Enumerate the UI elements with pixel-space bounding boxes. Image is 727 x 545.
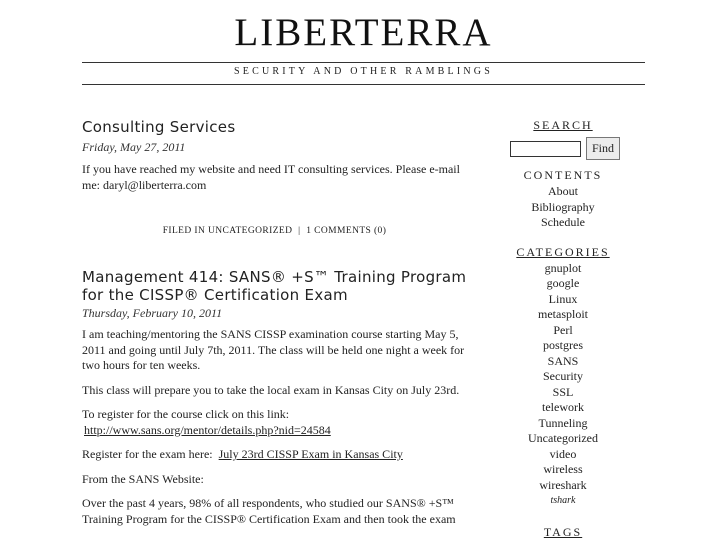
meta-separator: | [298,226,301,236]
category-link-telework[interactable]: telework [542,400,584,414]
search-heading: SEARCH [533,118,593,132]
post-meta [82,226,467,236]
sans-mentor-link[interactable]: http://www.sans.org/mentor/details.php?nid=24584 [84,422,331,437]
search-form [505,137,621,161]
post-paragraph: This class will prepare you to take the local exam in Kansas City on July 23rd. [82,382,460,397]
post-title[interactable]: Management 414: SANS® +S™ Training Program for the CISSP® Certification Exam [82,268,467,304]
post-date: Thursday, February 10, 2011 [82,306,223,320]
category-link-linux[interactable]: Linux [548,291,578,306]
header-divider-bottom [82,84,645,85]
search-input[interactable] [510,141,581,157]
post-consulting-services [82,118,467,236]
tags-heading: TAGS [543,524,583,539]
category-link-sans[interactable]: SANS [547,353,579,368]
post-paragraph [82,447,467,463]
category-link-security[interactable]: Security [543,369,583,383]
cissp-exam-link[interactable]: July 23rd CISSP Exam in Kansas City [218,447,403,461]
contents-link-schedule[interactable]: Schedule [541,215,585,229]
post-date: Friday, May 27, 2011 [82,140,186,154]
category-link-video[interactable]: video [549,446,577,461]
post-management-414 [82,268,467,527]
filed-in-label: FILED IN [162,226,206,236]
category-link[interactable]: UNCATEGORIZED [208,226,293,236]
comments-link[interactable]: 1 COMMENTS (0) [306,226,387,236]
site-title[interactable]: LIBERTERRA [234,11,493,54]
categories-heading: CATEGORIES [516,244,610,259]
category-link-gnuplot[interactable]: gnuplot [544,260,582,275]
contents-heading: CONTENTS [523,168,603,182]
register-exam-text: Register for the exam here: [82,447,213,461]
category-link-wireless[interactable]: wireless [543,462,583,476]
category-link-tshark[interactable]: tshark [550,495,576,506]
category-link-perl[interactable]: Perl [553,322,573,337]
sidebar [505,118,621,540]
category-link-tunneling[interactable]: Tunneling [538,415,588,430]
category-link-wireshark[interactable]: wireshark [539,477,587,492]
site-tagline: SECURITY AND OTHER RAMBLINGS [234,66,493,77]
category-link-postgres[interactable]: postgres [543,338,583,352]
register-course-text: To register for the course click on this link: [82,407,290,421]
find-button[interactable]: Find [586,137,620,160]
category-link-ssl[interactable]: SSL [552,384,574,399]
header-divider-top [82,62,645,63]
contents-link-about[interactable]: About [548,184,578,198]
category-link-google[interactable]: google [546,276,580,290]
post-paragraph [82,407,467,438]
post-paragraph: From the SANS Website: [82,471,204,486]
post-paragraph: If you have reached my website and need IT consulting services. Please e-mail me: daryl@liberterra.com [82,162,460,192]
post-title[interactable]: Consulting Services [82,118,236,136]
post-paragraph: I am teaching/mentoring the SANS CISSP examination course starting May 5, 2011 and going until July 7th, 2011. The class will be held one night a week for two hours for ten weeks. [82,327,465,372]
category-link-uncategorized[interactable]: Uncategorized [528,431,598,445]
category-link-metasploit[interactable]: metasploit [538,307,588,321]
post-body [82,162,467,193]
post-paragraph: Over the past 4 years, 98% of all respondents, who studied our SANS® +S™ Training Program for the CISSP® Certification Exam and then took the exam [82,496,456,526]
contents-list [505,184,621,231]
posts-column [82,118,467,527]
categories-list [505,261,621,509]
post-body [82,327,467,527]
contents-link-bibliography[interactable]: Bibliography [531,199,595,214]
